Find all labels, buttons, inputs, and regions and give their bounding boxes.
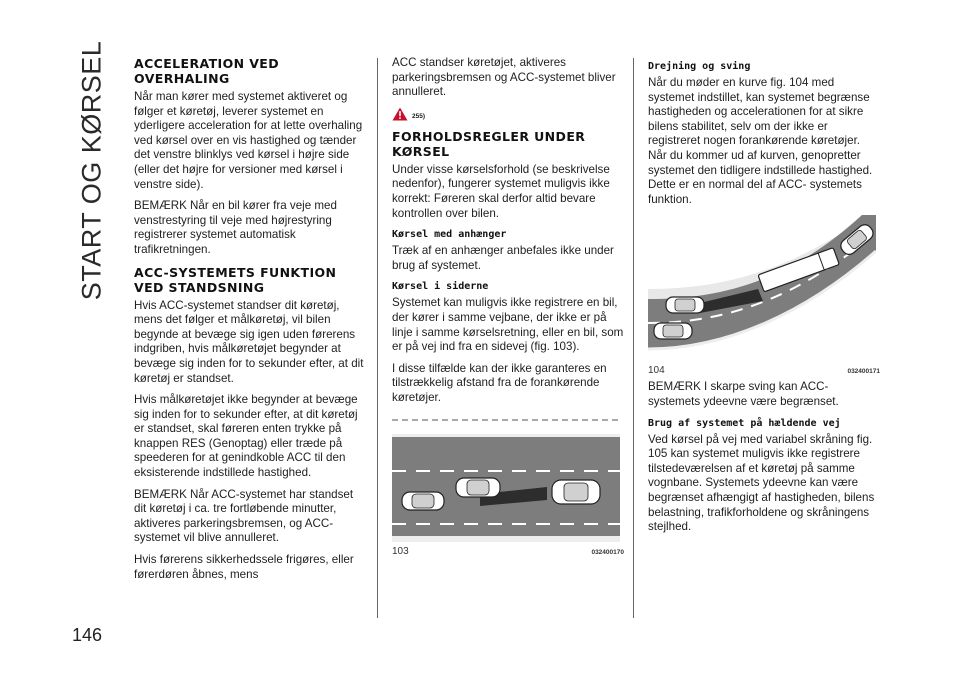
page-number: 146 — [72, 625, 103, 645]
paragraph-turning: Når du møder en kurve fig. 104 med systemet indstillet, kan systemet begrænse hastigheden og accelerationen for at sikre bilens stabilitet, selv om der ikke er registreret nogen forankørende køretøjer. Når du kommer ud af kurven, genopretter systemet den tidligere indstillede hastighed. Dette er en normal del af ACC- systemets funktion. — [648, 76, 873, 206]
column-divider — [633, 58, 634, 618]
paragraph-seatbelt: Hvis førerens sikkerhedssele frigøres, eller førerdøren åbnes, mens — [134, 553, 354, 581]
paragraph-precautions: Under visse kørselsforhold (se beskrivelse nedenfor), fungerer systemet muligvis ikke korrekt: Føreren skal derfor altid bevare kontrollen over bilen. — [392, 162, 610, 220]
figure-104 — [648, 215, 880, 376]
paragraph-standstill-2: Hvis målkøretøjet ikke begynder at bevæge sig inden for to sekunder efter, at dit køretøj er standset, skal føreren enten trykke på knappen RES (Genoptag) eller træde på speederen for at genindkoble ACC til den eksisterende indstillede hastighed. — [134, 393, 358, 480]
host-car-icon — [666, 297, 704, 313]
paragraph-note-sharp-turns: BEMÆRK I skarpe sving kan ACC-systemets ydeevne være begrænset. — [648, 380, 839, 408]
paragraph-side-1: Systemet kan muligvis ikke registrere en bil, der kører i samme vejbane, der ikke er på linje i samme kørselsretning, eller en bil, som er på vej ind fra en sidevej (fig. 103). — [392, 296, 624, 354]
paragraph-continued: ACC standser køretøjet, aktiveres parkeringsbremsen og ACC-systemet bliver annulleret. — [392, 56, 616, 99]
host-car-icon — [552, 480, 600, 504]
warning-reference — [392, 107, 624, 121]
heading-acceleration: ACCELERATION VED OVERHALING — [134, 56, 279, 86]
figure-103 — [392, 414, 624, 557]
paragraph-standstill-1: Hvis ACC-systemet standser dit køretøj, mens det følger et målkøretøj, vil bilen begynde at bevæge sig igen uden førerens indgriben, hvis målkøretøjet begynder at bevæge sig inden for to sekunder efter, at dit køretøj er standset. — [134, 298, 364, 385]
paragraph-note-parking-brake: BEMÆRK Når ACC-systemet har standset dit køretøj i ca. tre fortløbende minutter, aktiveres parkeringsbremsen, og ACC-systemet vil blive annulleret. — [134, 487, 354, 545]
column-divider — [377, 58, 378, 618]
lead-car-icon — [402, 492, 444, 510]
heading-precautions: FORHOLDSREGLER UNDER KØRSEL — [392, 128, 586, 159]
paragraph-trailer: Træk af en anhænger anbefales ikke under brug af systemet. — [392, 244, 614, 272]
heading-trailer: Kørsel med anhænger — [392, 229, 507, 241]
warning-ref-number: 255) — [412, 112, 426, 120]
figure-number: 103 — [392, 545, 409, 557]
column-2 — [392, 56, 624, 561]
figure-code: 032400170 — [591, 548, 624, 556]
column-3 — [648, 56, 880, 542]
offset-car-icon — [456, 478, 500, 497]
paragraph-slope: Ved kørsel på vej med variabel skråning fig. 105 kan systemet muligvis ikke registrere tilstedeværelsen af et køretøj på samme vognbane. Systemets ydeevne kan være begrænset afhængigt af hastigheden, bilens belastning, trafikforholdene og skråningens stejlhed. — [648, 432, 875, 534]
column-1 — [134, 56, 366, 589]
offset-lane-illustration — [392, 414, 620, 542]
heading-side-driving: Kørsel i siderne — [392, 281, 489, 293]
warning-triangle-icon — [392, 107, 408, 121]
paragraph-note-traffic-direction: BEMÆRK Når en bil kører fra veje med venstrestyring til veje med højrestyring registrerer systemet automatisk trafikretningen. — [134, 199, 337, 256]
heading-slope: Brug af systemet på hældende vej — [648, 417, 841, 429]
curve-road-illustration — [648, 215, 876, 361]
heading-turning: Drejning og sving — [648, 61, 751, 72]
figure-code: 032400171 — [847, 368, 880, 376]
section-side-title — [62, 40, 122, 300]
heading-standstill: ACC-SYSTEMETS FUNKTION VED STANDSNING — [134, 264, 337, 295]
figure-number: 104 — [648, 365, 665, 377]
paragraph-side-2: I disse tilfælde kan der ikke garanteres en tilstrækkelig afstand fra de forankørende køretøjer. — [392, 361, 607, 404]
paragraph-acceleration: Når man kører med systemet aktiveret og følger et køretøj, leverer systemet en yderligere acceleration for at lette overhaling ved kørsel over en vis hastighed og tænder det venstre blinklys ved kørsel i højre side (eller det højre for versioner med kørsel i venstre side). — [134, 90, 363, 191]
side-title-text: START OG KØRSEL — [76, 40, 107, 300]
following-car-icon — [654, 323, 692, 339]
